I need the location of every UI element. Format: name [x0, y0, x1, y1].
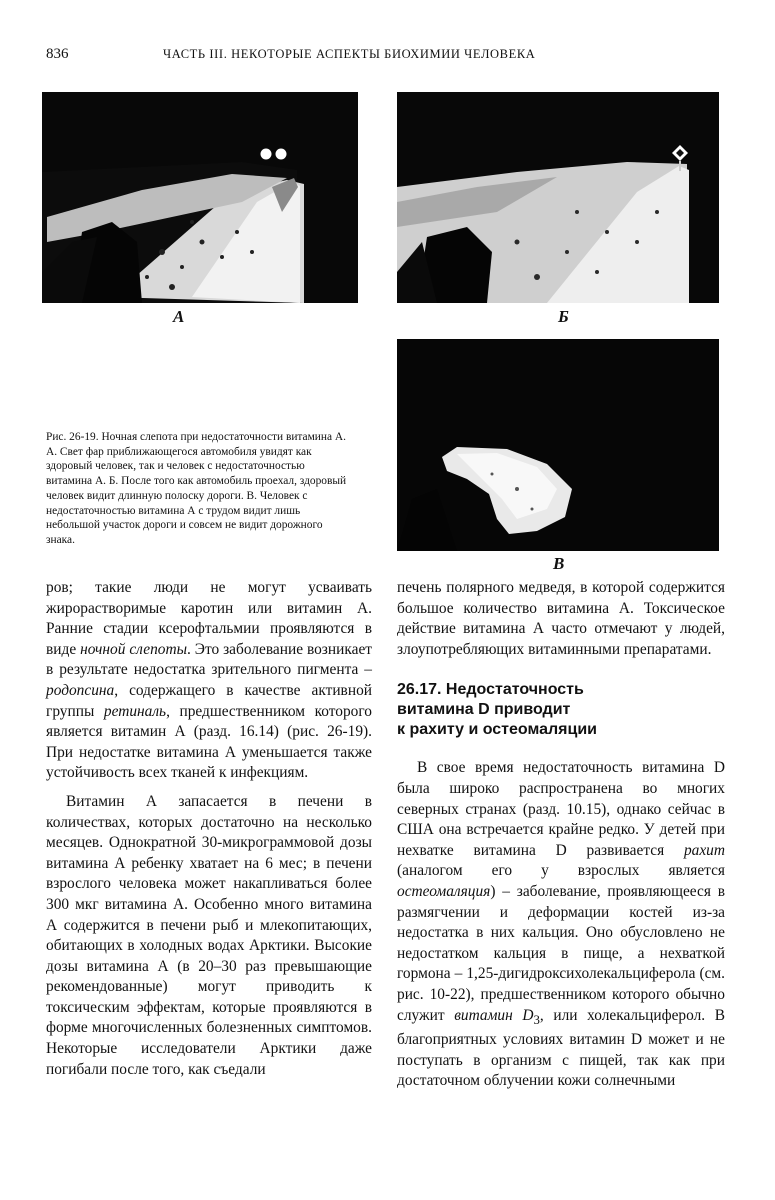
page-number: 836: [46, 46, 69, 62]
figure-photo-b: [397, 92, 719, 303]
left-paragraph-2: Витамин А запасается в печени в количествах, которых достаточно на несколько месяцев. Однократной 30-микрограммовой дозы витамина А ребенку хватает на 6 мес; в печени взрослого человека может накапливаться более 300 мкг витамина А. Особенно много витамина А содержится в печени рыб и млекопитающих, обитающих в холодных водах Арктики. Высокие дозы витамина А (в 20–30 раз превышающие рекомендованные) могут приводить к токсическим эффектам, которые проявляются в форме многочисленных болезненных симптомов. Некоторые исследователи Арктики даже погибали после того, как съедали: [46, 792, 372, 1078]
figure-label-c: В: [553, 554, 565, 573]
right-paragraph-1: печень полярного медведя, в которой содержится большое количество витамина А. Токсическое действие витамина А часто отмечают у людей, злоупотребляющих витаминными препаратами.: [397, 579, 725, 658]
figure-photo-a: [42, 92, 358, 303]
left-paragraph-1: ров; такие люди не могут усваивать жирорастворимые каротин или витамин А. Ранние стадии ксерофтальмии проявляются в виде ночной слепоты. Это заболевание возникает в результате недостатка зрительного пигмента – родопсина, содержащего в качестве активной группы ретиналь, предшественником которого является витамин А (разд. 16.14) (рис. 26-19). При недостатке витамина А уменьшается также устойчивость всех тканей к инфекциям.: [46, 579, 372, 782]
section-heading: 26.17. Недостаточность витамина D приводит к рахиту и остеомаляции: [397, 681, 598, 739]
running-title: ЧАСТЬ III. НЕКОТОРЫЕ АСПЕКТЫ БИОХИМИИ ЧЕЛОВЕКА: [163, 47, 536, 61]
figure-caption-text: Рис. 26-19. Ночная слепота при недостаточности витамина А. А. Свет фар приближающегося автомобиля увидят как здоровый человек, так и человек с недостаточностью витамина А. Б. После того как автомобиль проехал, здоровый человек видит длинную полоску дороги. В. Человек с недостаточностью витамина А с трудом видит лишь небольшой участок дороги и совсем не видит дорожного знака.: [46, 431, 347, 546]
left-column: [46, 578, 372, 1080]
figure-photo-c: [397, 339, 719, 551]
figure-label-b: Б: [558, 307, 569, 326]
right-column: [397, 578, 725, 1092]
right-paragraph-2: В свое время недостаточность витамина D была широко распространена во многих северных странах (разд. 10.15), однако сейчас в США она встречается крайне редко. У детей при нехватке витамина D развивается рахит (аналогом его у взрослых является остеомаляция) – заболевание, проявляющееся в размягчении и деформации костей из-за недостатка в них кальция. Оно обусловлено не недостатком кальция в пище, а нехваткой гормона – 1,25-дигидроксихолекальциферола (см. рис. 10-22), предшественником которого обычно служит витамин $D_3$, или холекальциферол. В благоприятных условиях витамин D может и не поступать в организм с пищей, так как при достаточном облучении кожи солнечными: [397, 759, 725, 1090]
figure-caption: [46, 430, 351, 548]
figure-label-a: А: [173, 307, 185, 326]
